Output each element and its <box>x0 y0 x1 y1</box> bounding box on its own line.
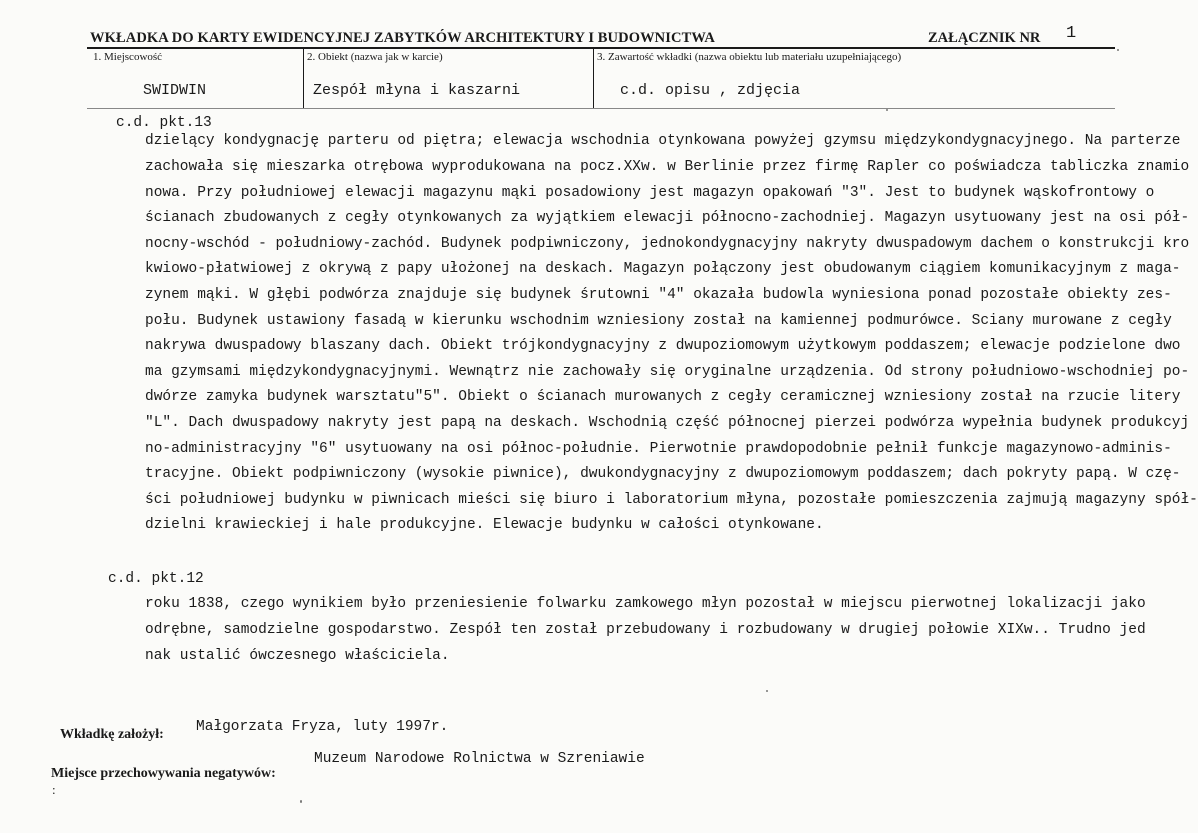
body-line: nocny-wschód - południowy-zachód. Budynek podpiwniczony, jednokondygnacyjny nakryty dwuspadowym dachem o konstrukcji kro <box>145 236 1190 252</box>
header-bottom-rule <box>87 108 1115 109</box>
body-line: no-administracyjny "6" usytuowany na osi północ-południe. Pierwotnie prawdopodobnie pełnił funkcje magazynowo-adminis- <box>145 441 1172 457</box>
paper-speck <box>300 800 302 803</box>
field-label-object: 2. Obiekt (nazwa jak w karcie) <box>307 51 443 63</box>
header-rule <box>87 47 1115 49</box>
paper-speck <box>766 690 768 692</box>
body-line: nak ustalić ówczesnego właściciela. <box>145 648 450 664</box>
body-line: dzielni krawieckiej i hale produkcyjne. Elewacje budynku w całości otynkowane. <box>145 517 824 533</box>
body-line: ma gzymsami międzykondygnacyjnymi. Wewnątrz nie zachowały się oryginalne urządzenia. Od strony południowo-wschodniej po- <box>145 364 1190 380</box>
annex-label: ZAŁĄCZNIK NR <box>928 30 1041 46</box>
annex-number: 1 <box>1066 24 1077 43</box>
body-line: odrębne, samodzielne gospodarstwo. Zespół ten został przebudowany i rozbudowany w drugiej połowie XIXw.. Trudno jed <box>145 622 1146 638</box>
body-line: zynem mąki. W głębi podwórza znajduje się budynek śrutowni "4" okazała budowla wyniesiona ponad pozostałe obiekty zes- <box>145 287 1172 303</box>
author-value: Małgorzata Fryza, luty 1997r. <box>196 719 449 735</box>
body-line: połu. Budynek ustawiony fasadą w kierunku wschodnim wzniesiony został na kamiennej podmurówce. Sciany murowane z cegły <box>145 313 1172 329</box>
field-value-locality: SWIDWIN <box>143 82 207 99</box>
author-label: Wkładkę założył: <box>60 727 164 742</box>
body-line: ścianach zbudowanych z cegły otynkowanych za wyjątkiem elewacji północno-zachodniej. Magazyn usytuowany jest na osi pół- <box>145 210 1190 226</box>
field-label-contents: 3. Zawartość wkładki (nazwa obiektu lub materiału uzupełniającego) <box>597 51 902 63</box>
body-line: ści południowej budynku w piwnicach mieści się biuro i laboratorium młyna, pozostałe pomieszczenia zajmują magazyny spół- <box>145 492 1198 508</box>
body-line: kwiowo-płatwiowej z okrywą z papy ułożonej na deskach. Magazyn połączony jest obudowanym ciągiem komunikacyjnym z maga- <box>145 261 1181 277</box>
paper-speck <box>1117 49 1119 51</box>
body-line: tracyjne. Obiekt podpiwniczony (wysokie piwnice), dwukondygnacyjny z dwupoziomowym poddaszem; dach pokryty papą. W czę- <box>145 466 1181 482</box>
cell-divider-1 <box>303 48 304 108</box>
field-label-locality: 1. Miejscowość <box>93 51 163 63</box>
body-line: roku 1838, czego wynikiem było przeniesienie folwarku zamkowego młyn pozostał w miejscu pierwotnej lokalizacji jako <box>145 596 1146 612</box>
body-line: nowa. Przy południowej elewacji magazynu mąki posadowiony jest magazyn opakowań "3". Jest to budynek wąskofrontowy o <box>145 185 1155 201</box>
document-title: WKŁADKA DO KARTY EWIDENCYJNEJ ZABYTKÓW ARCHITEKTURY I BUDOWNICTWA <box>90 30 715 46</box>
section-heading-pkt13: c.d. pkt.13 <box>116 115 212 131</box>
stray-mark: : <box>52 782 56 797</box>
body-line: "L". Dach dwuspadowy nakryty jest papą na deskach. Wschodnią część północnej pierzei podwórza wypełnia budynek produkcyj <box>145 415 1190 431</box>
cell-divider-2 <box>593 48 594 108</box>
field-value-object: Zespół młyna i kaszarni <box>313 82 521 99</box>
body-line: dwórze zamyka budynek warsztatu"5". Obiekt o ścianach murowanych z cegły ceramicznej wzniesiony został na rzucie litery <box>145 389 1181 405</box>
storage-value: Muzeum Narodowe Rolnictwa w Szreniawie <box>314 751 645 767</box>
storage-label: Miejsce przechowywania negatywów: <box>51 766 276 781</box>
paper-speck <box>886 109 888 111</box>
body-line: nakrywa dwuspadowy blaszany dach. Obiekt trójkondygnacyjny z dwupoziomowym użytkowym poddaszem; elewacje podzielone dwo <box>145 338 1181 354</box>
body-line: dzielący kondygnację parteru od piętra; elewacja wschodnia otynkowana powyżej gzymsu międzykondygnacyjnego. Na parterze <box>145 133 1181 149</box>
field-value-contents: c.d. opisu , zdjęcia <box>620 82 801 99</box>
body-line: zachowała się mieszarka otrębowa wyprodukowana na pocz.XXw. w Berlinie przez firmę Rapler co poświadcza tabliczka znamio <box>145 159 1190 175</box>
section-heading-pkt12: c.d. pkt.12 <box>108 571 204 587</box>
